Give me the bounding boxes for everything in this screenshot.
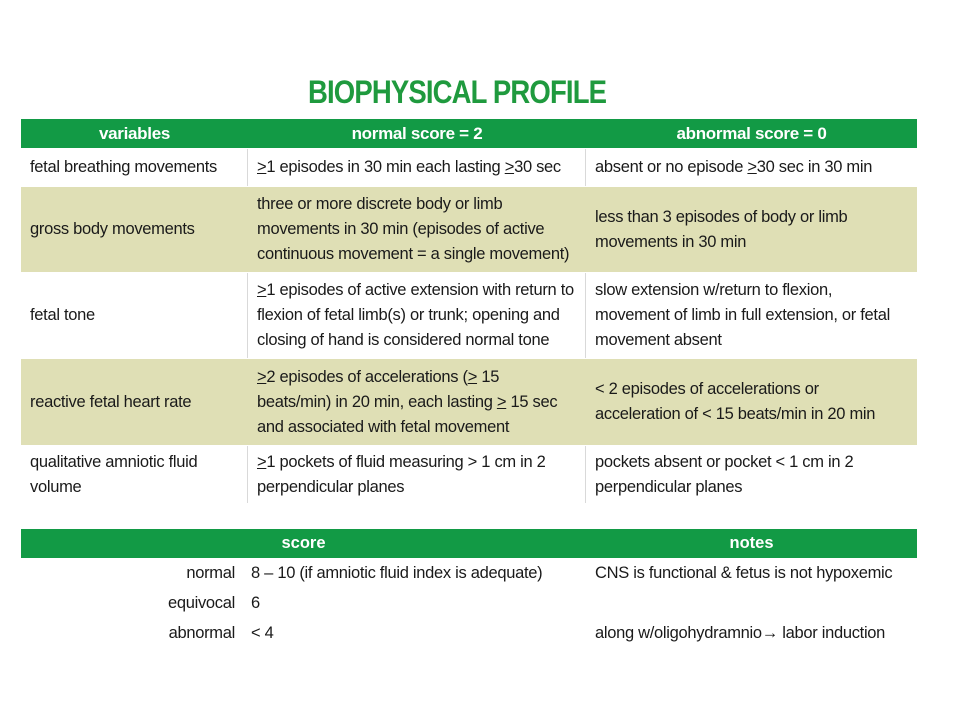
- score-note: along w/oligohydramnio→ labor induction: [595, 623, 886, 642]
- score-header-row: [21, 529, 917, 558]
- ge-symbol: >: [257, 367, 267, 386]
- header-score: score: [281, 534, 326, 552]
- ge-symbol: >: [747, 158, 757, 176]
- score-value: 6: [251, 593, 260, 612]
- variable-cell: qualitative amniotic fluid volume: [21, 446, 248, 503]
- table-row: [21, 446, 917, 504]
- table-row: [21, 187, 917, 273]
- abnormal-text: 30 sec in 30 min: [756, 158, 873, 176]
- score-value: < 4: [251, 623, 274, 642]
- header-variables: variables: [98, 124, 171, 143]
- ge-symbol: >: [257, 158, 267, 176]
- score-label: equivocal: [167, 593, 235, 612]
- normal-cell: three or more discrete body or limb movements in 30 min (episodes of active continuous movement = a single movement): [257, 195, 570, 263]
- variable-cell: reactive fetal heart rate: [30, 392, 192, 411]
- ge-symbol: >: [496, 392, 507, 411]
- score-row-equivocal: [21, 588, 917, 618]
- ge-symbol: >: [467, 367, 478, 386]
- table-row: [21, 149, 917, 187]
- normal-text: 1 episodes in 30 min each lasting: [266, 158, 505, 176]
- score-label: abnormal: [168, 623, 235, 642]
- abnormal-text: absent or no episode: [595, 158, 748, 176]
- variable-cell: fetal breathing movements: [21, 149, 248, 186]
- ge-symbol: >: [257, 281, 267, 299]
- abnormal-cell: [586, 149, 917, 186]
- normal-text: 1 pockets of fluid measuring > 1 cm in 2 perpendicular planes: [257, 452, 546, 496]
- score-value: 8 – 10 (if amniotic fluid index is adequate): [251, 563, 543, 582]
- header-normal-score: normal score = 2: [351, 124, 483, 143]
- normal-text: 1 episodes of active extension with return to flexion of fetal limb(s) or trunk; opening and closing of hand is considered normal tone: [257, 281, 574, 349]
- normal-cell: [248, 149, 586, 186]
- header-notes: notes: [729, 534, 774, 552]
- score-row-abnormal: [21, 618, 917, 648]
- abnormal-cell: less than 3 episodes of body or limb movements in 30 min: [595, 207, 848, 251]
- page-title: BIOPHYSICAL PROFILE: [308, 74, 607, 110]
- normal-text: 2 episodes of accelerations (: [266, 367, 468, 386]
- ge-symbol: >: [257, 452, 267, 471]
- normal-text: 15 beats/min) in 20 min, each lasting: [257, 367, 500, 411]
- normal-text: 15 sec and associated with fetal movement: [257, 392, 558, 436]
- abnormal-cell: pockets absent or pocket < 1 cm in 2 perpendicular planes: [595, 452, 854, 496]
- variable-cell: gross body movements: [30, 220, 195, 238]
- abnormal-cell: < 2 episodes of accelerations or acceleration of < 15 beats/min in 20 min: [595, 380, 876, 423]
- score-note: CNS is functional & fetus is not hypoxemic: [595, 563, 893, 582]
- table-row: [21, 359, 917, 446]
- variable-cell: fetal tone: [21, 273, 248, 358]
- header-abnormal-score: abnormal score = 0: [676, 124, 827, 143]
- score-row-normal: [21, 558, 917, 588]
- normal-cell: [248, 446, 586, 503]
- biophysical-profile-table: [21, 119, 917, 504]
- score-table: [21, 529, 917, 648]
- table-row: [21, 273, 917, 359]
- score-label: normal: [186, 563, 235, 582]
- normal-text: 30 sec: [514, 158, 561, 176]
- ge-symbol: >: [504, 158, 515, 176]
- table-header-row: [21, 119, 917, 149]
- abnormal-cell: slow extension w/return to flexion, movement of limb in full extension, or fetal movement absent: [595, 281, 890, 349]
- normal-cell: [248, 359, 586, 445]
- normal-cell: [248, 273, 586, 358]
